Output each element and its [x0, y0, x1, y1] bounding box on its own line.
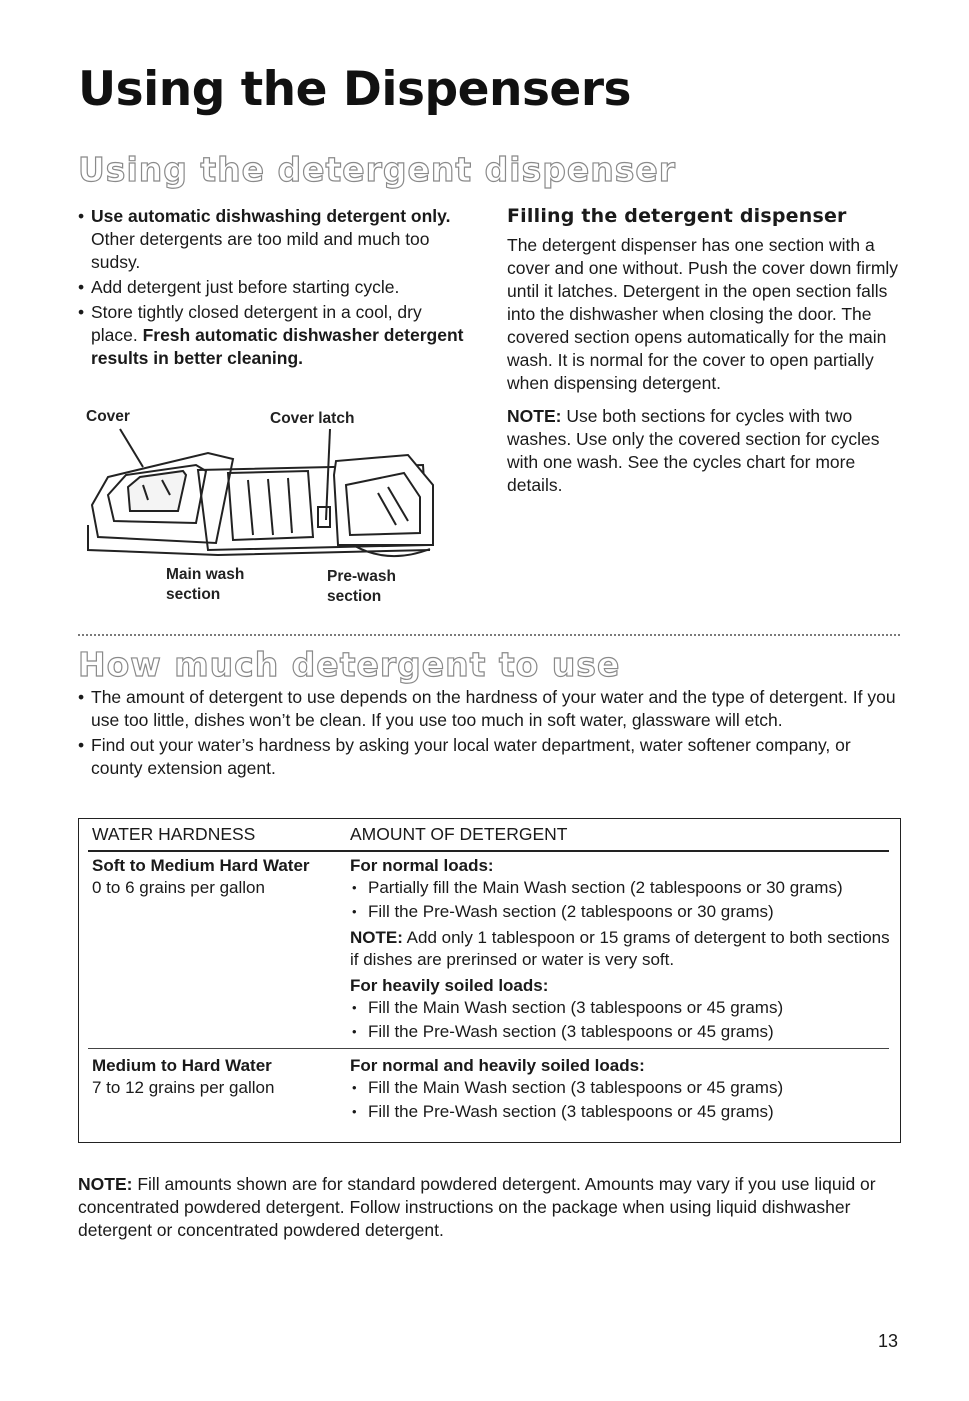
table-list-item: • Fill the Main Wash section (3 tablespoons or 45 grams): [350, 1077, 898, 1099]
section-divider: [78, 634, 900, 636]
table-list-item: • Partially fill the Main Wash section (2 tablespoons or 30 grams): [350, 877, 898, 899]
tip-item: • Use automatic dishwashing detergent only. Other detergents are too mild and much too sudsy.: [78, 205, 473, 274]
filling-paragraph: The detergent dispenser has one section with a cover and one without. Push the cover down firmly until it latches. Detergent in the open section falls into the dishwasher when closing the door. The covered section opens automatically for the main wash. It is normal for the cover to open partially when dispensing detergent.: [507, 235, 899, 393]
detergent-table: [78, 818, 901, 1143]
label-cover-latch: Cover latch: [270, 410, 355, 427]
column-header-amount: AMOUNT OF DETERGENT: [350, 824, 568, 844]
tip-item: • Add detergent just before starting cycle.: [78, 276, 473, 299]
row-soft-amount: For normal loads: • Partially fill the Main Wash section (2 tablespoons or 30 grams) • Fill the Pre-Wash section (2 tablespoons or 30 grams) NOTE: Add only 1 tablespoon or 15 grams of detergent to both sections if dishes are prerinsed or water is very soft. For heavily soiled loads: • Fill the Main Wash section (3 tablespoons or 45 grams) • Fill the Pre-Wash section (3 tablespoons or 45 grams): [350, 855, 898, 1045]
column-header-hardness: WATER HARDNESS: [92, 824, 256, 844]
table-list-item: • Fill the Pre-Wash section (3 tablespoons or 45 grams): [350, 1021, 898, 1043]
page-number: 13: [878, 1331, 899, 1351]
section-heading-dispenser: Using the detergent dispenser: [78, 150, 677, 189]
label-cover: Cover: [86, 408, 130, 425]
filling-instructions: [507, 205, 912, 507]
row-hard-amount: For normal and heavily soiled loads: • Fill the Main Wash section (3 tablespoons or 45 grams) • Fill the Pre-Wash section (3 tablespoons or 45 grams): [350, 1055, 898, 1125]
amount-intro: [78, 686, 903, 782]
row-soft-hardness: Soft to Medium Hard Water 0 to 6 grains per gallon: [92, 856, 310, 897]
amount-bullet: • The amount of detergent to use depends on the hardness of your water and the type of detergent. If you use too little, dishes won’t be clean. If you use too much in soft water, glassware will etch.: [78, 686, 903, 732]
label-pre-wash: Pre-wash section: [327, 568, 396, 605]
filling-heading: Filling the detergent dispenser: [507, 205, 847, 227]
amount-bullet: • Find out your water’s hardness by asking your local water department, water softener company, or county extension agent.: [78, 734, 903, 780]
page-title: Using the Dispensers: [78, 62, 631, 117]
label-main-wash: Main wash section: [166, 566, 245, 603]
table-list-item: • Fill the Pre-Wash section (3 tablespoons or 45 grams): [350, 1101, 898, 1123]
row-rule: [88, 1048, 889, 1049]
tip-item: • Store tightly closed detergent in a cool, dry place. Fresh automatic dishwasher detergent results in better cleaning.: [78, 301, 473, 370]
table-list-item: • Fill the Pre-Wash section (2 tablespoons or 30 grams): [350, 901, 898, 923]
dispenser-illustration: [78, 405, 458, 615]
row-hard-hardness: Medium to Hard Water 7 to 12 grains per gallon: [92, 1056, 275, 1097]
dispenser-tips: [78, 205, 473, 372]
filling-note: NOTE: Use both sections for cycles with two washes. Use only the covered section for cycles with one wash. See the cycles chart for more details.: [507, 406, 880, 495]
section-heading-amount: How much detergent to use: [78, 645, 621, 684]
dispenser-drawing: [78, 425, 458, 575]
table-list-item: • Fill the Main Wash section (3 tablespoons or 45 grams): [350, 997, 898, 1019]
bottom-note: NOTE: Fill amounts shown are for standard powdered detergent. Amounts may vary if you use liquid or concentrated powdered detergent. Follow instructions on the package when using liquid dishwasher detergent or concentrated powdered detergent.: [78, 1173, 876, 1240]
header-rule: [88, 850, 889, 852]
